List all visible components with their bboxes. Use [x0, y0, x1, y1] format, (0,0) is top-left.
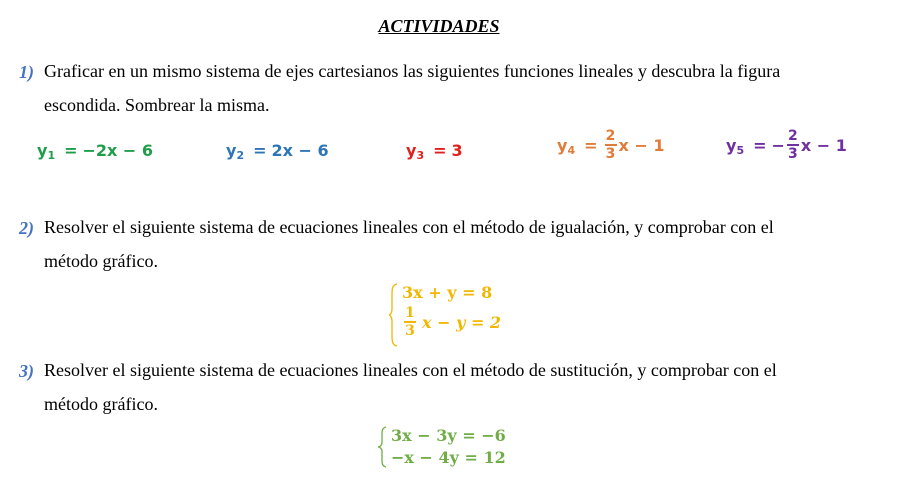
activity-2-line-1: Resolver el siguiente sistema de ecuaciones lineales con el método de igualación, y comprobar con el — [44, 217, 774, 237]
system-2-eq-2: $\frac{1}{3}$ x − y = 2 — [405, 305, 502, 339]
activity-1-number: 1) — [19, 62, 34, 82]
activity-1-line-1: Graficar en un mismo sistema de ejes cartesianos las siguientes funciones lineales y descubra la figura — [44, 61, 781, 81]
activity-2-line-2: método gráfico. — [44, 251, 158, 271]
activity-2-number: 2) — [19, 218, 34, 238]
function-y2: y 2 = 2x − 6 — [226, 141, 329, 162]
brace-icon — [377, 426, 387, 468]
function-y5: y 5 = − $\frac{2}{3}$ x − 1 — [726, 128, 847, 162]
activity-3-text — [44, 353, 874, 421]
fraction: $\frac{1}{3}$ — [405, 305, 415, 339]
fraction: $\frac{2}{3}$ — [605, 128, 616, 162]
activity-3-line-1: Resolver el siguiente sistema de ecuaciones lineales con el método de sustitución, y comprobar con el — [44, 360, 777, 380]
activity-2-text — [44, 210, 874, 278]
function-y1: y 1 = −2x − 6 — [37, 141, 154, 162]
activity-1-text — [44, 54, 874, 122]
activity-3-line-2: método gráfico. — [44, 394, 158, 414]
function-y4: y 4 = $\frac{2}{3}$ x − 1 — [557, 128, 665, 162]
activity-3-number: 3) — [19, 361, 34, 381]
system-2-eq-1: 3x + y = 8 — [402, 283, 493, 302]
system-2 — [388, 283, 508, 347]
function-y3: y 3 = 3 — [406, 141, 463, 162]
system-3-eq-1: 3x − 3y = −6 — [391, 426, 506, 445]
system-3-eq-2: −x − 4y = 12 — [391, 448, 506, 467]
page-title: ACTIVIDADES — [378, 16, 500, 36]
fraction: $\frac{2}{3}$ — [788, 128, 798, 162]
brace-icon — [388, 283, 398, 347]
activity-1-line-2: escondida. Sombrear la misma. — [44, 95, 270, 115]
system-3 — [377, 426, 517, 468]
